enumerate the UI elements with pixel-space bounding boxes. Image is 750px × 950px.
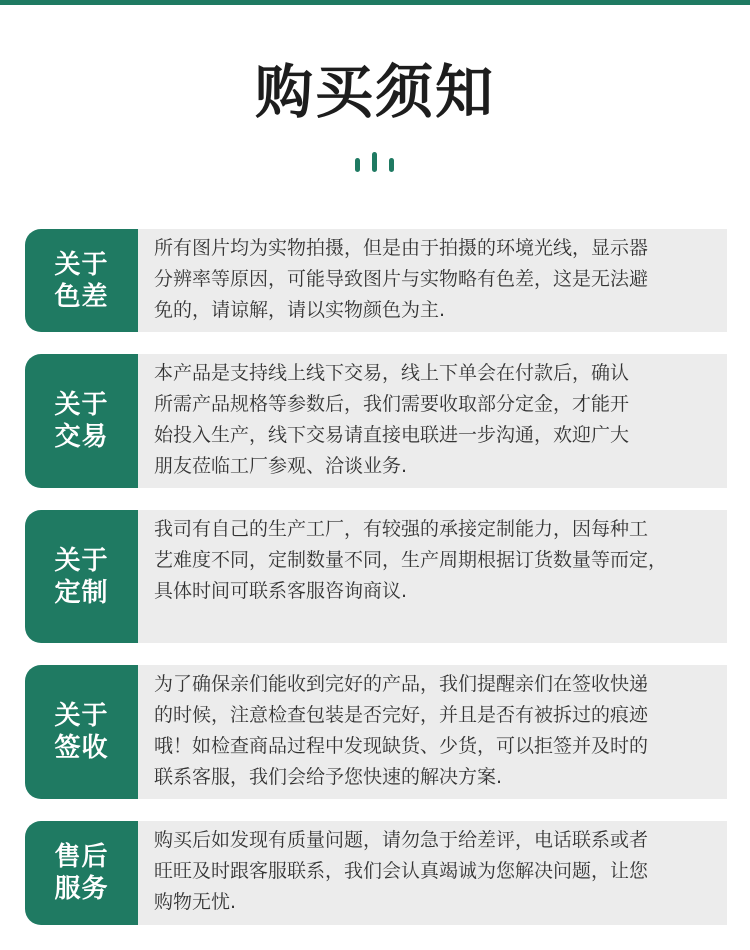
section-label-line2: 交易 xyxy=(54,422,109,452)
section-text: 购买后如发现有质量问题，请勿急于给差评，电话联系或者 旺旺及时跟客服联系，我们会认真竭诚为您解决问题，让您 购物无忧. xyxy=(138,821,727,925)
notice-card-color-difference xyxy=(25,229,727,332)
notice-card-customization xyxy=(25,510,727,643)
section-label xyxy=(25,354,138,488)
section-label-line2: 定制 xyxy=(54,577,109,608)
section-label-line1: 关于 xyxy=(54,249,109,280)
section-label-line2: 色差 xyxy=(54,281,109,312)
section-label-line1: 关于 xyxy=(54,390,109,420)
section-label-line2: 服务 xyxy=(54,874,109,904)
section-text: 本产品是支持线上线下交易，线上下单会在付款后，确认 所需产品规格等参数后，我们需要收取部分定金，才能开 始投入生产，线下交易请直接电联进一步沟通，欢迎广大 朋友莅临工厂参观、洽谈业务. xyxy=(138,354,727,488)
notice-card-delivery-receipt xyxy=(25,665,727,799)
notice-card-transaction xyxy=(25,354,727,488)
section-label xyxy=(25,229,138,332)
section-text: 我司有自己的生产工厂，有较强的承接定制能力，因每种工 艺难度不同，定制数量不同，生产周期根据订货数量等而定， 具体时间可联系客服咨询商议. xyxy=(138,510,727,643)
section-label xyxy=(25,665,138,799)
notice-card-after-sales xyxy=(25,821,727,925)
divider-bars-icon xyxy=(355,152,395,176)
section-label-line2: 签收 xyxy=(54,733,109,763)
section-text: 所有图片均为实物拍摄，但是由于拍摄的环境光线，显示器 分辨率等原因，可能导致图片与实物略有色差，这是无法避 免的，请谅解，请以实物颜色为主. xyxy=(138,229,727,332)
page-title: 购买须知 xyxy=(254,58,495,126)
section-text: 为了确保亲们能收到完好的产品，我们提醒亲们在签收快递 的时候，注意检查包装是否完好，并且是否有被拆过的痕迹 哦！如检查商品过程中发现缺货、少货，可以拒签并及时的 联系客服，我们会给予您快速的解决方案. xyxy=(138,665,727,799)
section-label-line1: 关于 xyxy=(54,545,109,576)
top-accent-bar xyxy=(0,0,750,5)
section-label-line1: 售后 xyxy=(54,842,109,872)
section-label xyxy=(25,821,138,925)
section-label xyxy=(25,510,138,643)
section-label-line1: 关于 xyxy=(54,701,109,731)
